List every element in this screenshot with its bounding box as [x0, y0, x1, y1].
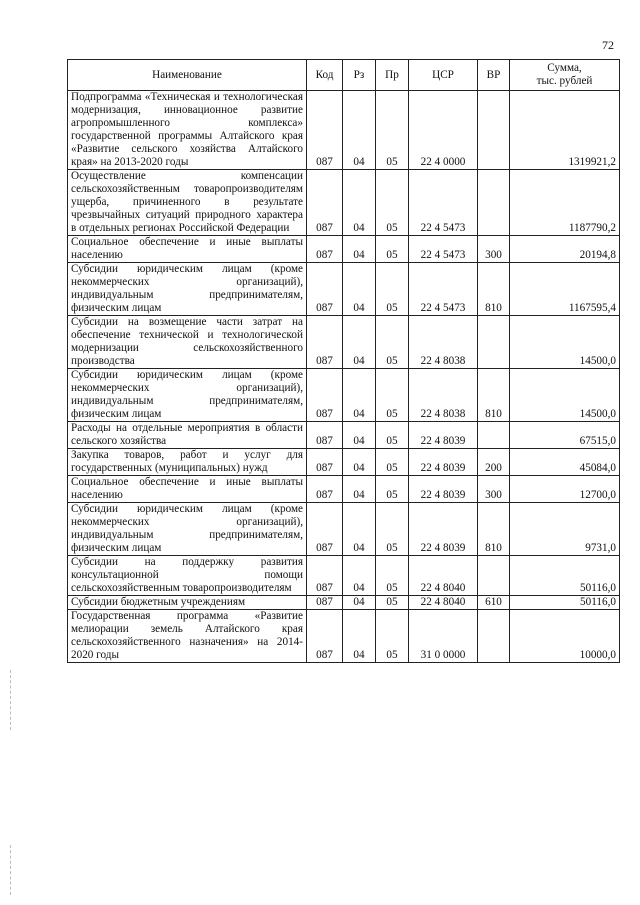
table-row — [68, 91, 620, 170]
table-row — [68, 236, 620, 263]
cell-rz: 04 — [343, 476, 376, 503]
page-number: 72 — [602, 38, 614, 52]
cell-sum: 14500,0 — [510, 316, 620, 369]
cell-vr: 200 — [478, 449, 510, 476]
cell-sum: 14500,0 — [510, 369, 620, 422]
header-sum-line2: тыс. рублей — [536, 75, 593, 87]
cell-kod: 087 — [307, 170, 343, 236]
cell-vr — [478, 170, 510, 236]
cell-name: Субсидии юридическим лицам (кроме некоммерческих организаций), индивидуальным предпринимателям, физическим лицам — [68, 263, 307, 316]
cell-name: Государственная программа «Развитие мелиорации земель Алтайского края сельскохозяйственного назначения» на 2014-2020 годы — [68, 610, 307, 663]
cell-name: Субсидии на возмещение части затрат на обеспечение технической и технологической модернизации сельскохозяйственного производства — [68, 316, 307, 369]
header-sum-line1: Сумма, — [547, 62, 582, 74]
cell-name: Социальное обеспечение и иные выплаты населению — [68, 476, 307, 503]
header-rz: Рз — [343, 60, 376, 91]
header-sum — [510, 60, 620, 91]
cell-pr: 05 — [376, 316, 409, 369]
cell-kod: 087 — [307, 422, 343, 449]
cell-pr: 05 — [376, 263, 409, 316]
cell-kod: 087 — [307, 91, 343, 170]
table-row — [68, 610, 620, 663]
cell-sum: 1187790,2 — [510, 170, 620, 236]
cell-sum: 1319921,2 — [510, 91, 620, 170]
cell-sum: 12700,0 — [510, 476, 620, 503]
cell-sum: 20194,8 — [510, 236, 620, 263]
cell-csr: 22 4 8040 — [409, 596, 478, 610]
binding-margin-mark — [10, 845, 11, 895]
cell-kod: 087 — [307, 263, 343, 316]
cell-rz: 04 — [343, 422, 376, 449]
cell-csr: 22 4 8039 — [409, 422, 478, 449]
cell-kod: 087 — [307, 596, 343, 610]
cell-csr: 22 4 5473 — [409, 170, 478, 236]
cell-vr — [478, 316, 510, 369]
cell-pr: 05 — [376, 449, 409, 476]
cell-rz: 04 — [343, 449, 376, 476]
cell-csr: 22 4 8039 — [409, 449, 478, 476]
binding-margin-mark — [10, 670, 11, 730]
cell-csr: 22 4 8039 — [409, 476, 478, 503]
header-csr: ЦСР — [409, 60, 478, 91]
cell-rz: 04 — [343, 263, 376, 316]
cell-vr — [478, 610, 510, 663]
cell-rz: 04 — [343, 170, 376, 236]
cell-name: Субсидии бюджетным учреждениям — [68, 596, 307, 610]
cell-kod: 087 — [307, 476, 343, 503]
cell-kod: 087 — [307, 316, 343, 369]
cell-pr: 05 — [376, 369, 409, 422]
cell-sum: 50116,0 — [510, 596, 620, 610]
table-row — [68, 503, 620, 556]
cell-name: Осуществление компенсации сельскохозяйственным товаропроизводителям ущерба, причиненного в результате чрезвычайных ситуаций природного характера в отдельных регионах Российской Федерации — [68, 170, 307, 236]
cell-rz: 04 — [343, 596, 376, 610]
budget-table — [67, 59, 620, 663]
cell-csr: 22 4 0000 — [409, 91, 478, 170]
cell-csr: 31 0 0000 — [409, 610, 478, 663]
cell-vr — [478, 91, 510, 170]
cell-kod: 087 — [307, 449, 343, 476]
cell-pr: 05 — [376, 236, 409, 263]
cell-kod: 087 — [307, 610, 343, 663]
cell-vr: 810 — [478, 369, 510, 422]
cell-vr — [478, 422, 510, 449]
table-row — [68, 556, 620, 596]
cell-sum: 10000,0 — [510, 610, 620, 663]
cell-sum: 9731,0 — [510, 503, 620, 556]
cell-vr: 300 — [478, 476, 510, 503]
cell-rz: 04 — [343, 556, 376, 596]
cell-rz: 04 — [343, 236, 376, 263]
cell-csr: 22 4 8038 — [409, 316, 478, 369]
cell-pr: 05 — [376, 556, 409, 596]
cell-kod: 087 — [307, 236, 343, 263]
table-row — [68, 476, 620, 503]
header-kod: Код — [307, 60, 343, 91]
table-row — [68, 596, 620, 610]
cell-kod: 087 — [307, 503, 343, 556]
cell-kod: 087 — [307, 369, 343, 422]
cell-pr: 05 — [376, 476, 409, 503]
cell-csr: 22 4 8040 — [409, 556, 478, 596]
cell-vr — [478, 556, 510, 596]
cell-vr: 810 — [478, 503, 510, 556]
table-row — [68, 170, 620, 236]
cell-pr: 05 — [376, 170, 409, 236]
cell-sum: 1167595,4 — [510, 263, 620, 316]
cell-sum: 67515,0 — [510, 422, 620, 449]
cell-kod: 087 — [307, 556, 343, 596]
cell-csr: 22 4 8038 — [409, 369, 478, 422]
cell-vr: 300 — [478, 236, 510, 263]
table-row — [68, 263, 620, 316]
table-row — [68, 316, 620, 369]
header-pr: Пр — [376, 60, 409, 91]
cell-name: Субсидии юридическим лицам (кроме некоммерческих организаций), индивидуальным предпринимателям, физическим лицам — [68, 369, 307, 422]
cell-pr: 05 — [376, 503, 409, 556]
cell-rz: 04 — [343, 316, 376, 369]
table-row — [68, 449, 620, 476]
cell-sum: 50116,0 — [510, 556, 620, 596]
cell-name: Подпрограмма «Техническая и технологическая модернизация, инновационное развитие агропромышленного комплекса» государственной программы Алтайского края «Развитие сельского хозяйства Алтайского края» на 2013-2020 годы — [68, 91, 307, 170]
cell-pr: 05 — [376, 91, 409, 170]
cell-name: Расходы на отдельные мероприятия в области сельского хозяйства — [68, 422, 307, 449]
cell-name: Социальное обеспечение и иные выплаты населению — [68, 236, 307, 263]
header-vr: ВР — [478, 60, 510, 91]
cell-name: Субсидии на поддержку развития консультационной помощи сельскохозяйственным товаропроизводителям — [68, 556, 307, 596]
cell-sum: 45084,0 — [510, 449, 620, 476]
cell-csr: 22 4 5473 — [409, 236, 478, 263]
table-header-row — [68, 60, 620, 91]
cell-pr: 05 — [376, 610, 409, 663]
table-row — [68, 422, 620, 449]
cell-vr: 810 — [478, 263, 510, 316]
cell-vr: 610 — [478, 596, 510, 610]
cell-pr: 05 — [376, 422, 409, 449]
cell-rz: 04 — [343, 503, 376, 556]
header-name: Наименование — [68, 60, 307, 91]
cell-pr: 05 — [376, 596, 409, 610]
cell-name: Субсидии юридическим лицам (кроме некоммерческих организаций), индивидуальным предпринимателям, физическим лицам — [68, 503, 307, 556]
cell-rz: 04 — [343, 369, 376, 422]
cell-csr: 22 4 5473 — [409, 263, 478, 316]
cell-name: Закупка товаров, работ и услуг для государственных (муниципальных) нужд — [68, 449, 307, 476]
table-body — [68, 91, 620, 663]
cell-rz: 04 — [343, 91, 376, 170]
cell-rz: 04 — [343, 610, 376, 663]
table-row — [68, 369, 620, 422]
cell-csr: 22 4 8039 — [409, 503, 478, 556]
